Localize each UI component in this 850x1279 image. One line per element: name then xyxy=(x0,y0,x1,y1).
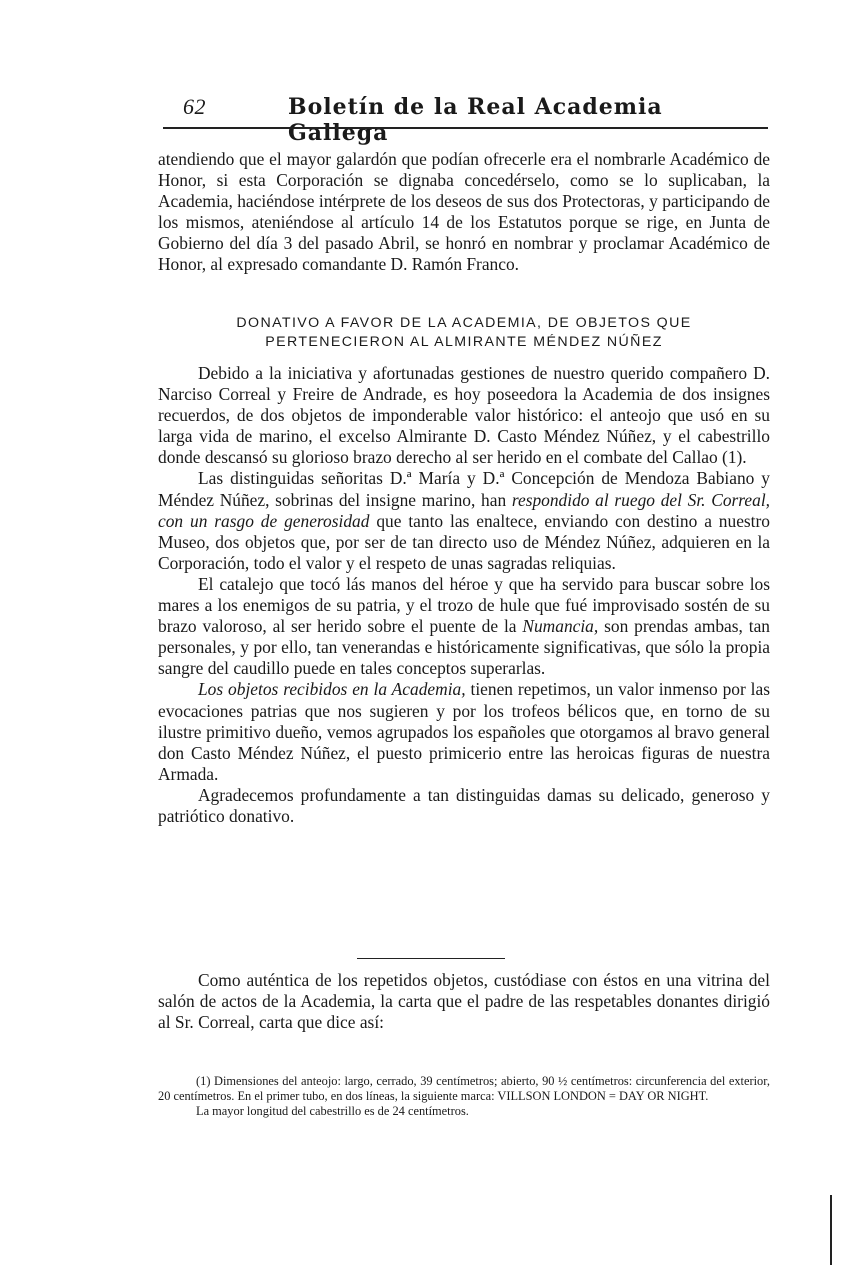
page-number: 62 xyxy=(183,94,206,119)
paragraph-4 xyxy=(158,679,770,784)
paragraph-6: Como auténtica de los repetidos objetos, custódiase con éstos en una vitrina del salón de actos de la Academia, la carta que el padre de las respetables donantes dirigió al Sr. Correal, carta que dice así: xyxy=(158,970,770,1033)
paragraph-5: Agradecemos profundamente a tan distinguidas damas su delicado, generoso y patriótico donativo. xyxy=(158,784,770,826)
body-block xyxy=(158,363,770,827)
paragraph-2-text-a: Las distinguidas señoritas D.ª María y D.ª Concepción de Mendoza Babiano y Méndez Núñez, sobrinas del insigne marino, han xyxy=(158,468,770,510)
section-heading-line-1: DONATIVO A FAVOR DE LA ACADEMIA, DE OBJETOS QUE xyxy=(236,315,692,331)
paragraph-3-text-a: El catalejo que tocó lás manos del héroe y que ha servido para buscar sobre los mares a los enemigos de su patria, y el trozo de hule que fué improvisado sostén de su brazo valoroso, al ser herido sobre el puente de la xyxy=(158,573,770,637)
page-header xyxy=(163,94,768,146)
paragraph-3-italic: Numancia, xyxy=(522,616,599,637)
running-title: Boletín de la Real Academia Gallega xyxy=(288,94,663,146)
paragraph-4-italic: Los objetos recibidos en la Academia, xyxy=(198,679,466,700)
paragraph-3-text-b: son prendas ambas, tan personales, y por ello, tan venerandas e históricamente significativas, que sólo la propia sangre del caudillo puede en tales conceptos superarlas. xyxy=(158,616,770,679)
header-rule xyxy=(163,127,768,129)
intro-block xyxy=(158,149,770,276)
paragraph-2-text-b: que tanto las enaltece, enviando con destino a nuestro Museo, dos objetos que, por ser de tan directo uso de Méndez Núñez, adquieren en la Corporación, todo el valor y el respeto de unas sagradas reliquias. xyxy=(158,510,770,573)
paragraph-4-text-b: tienen repetimos, un valor inmenso por las evocaciones patrias que nos sugieren y por los trofeos bélicos que, en torno de su ilustre primitivo dueño, vemos agrupados los españoles que otorgamos al bravo general don Casto Méndez Núñez, el puesto primicerio entre las heroicas figuras de nuestra Armada. xyxy=(158,679,771,784)
section-divider xyxy=(357,958,505,959)
paragraph-1: Debido a la iniciativa y afortunadas gestiones de nuestro querido compañero D. Narciso Correal y Freire de Andrade, es hoy poseedora la Academia de dos insignes recuerdos, de dos objetos de imponderable valor histórico: el anteojo que usó en su larga vida de marino, el excelso Almirante D. Casto Méndez Núñez, y el cabestrillo donde descansó su glorioso brazo derecho al ser herido en el combate del Callao (1). xyxy=(158,363,770,468)
footnote-2: La mayor longitud del cabestrillo es de 24 centímetros. xyxy=(196,1104,469,1118)
page-edge-mark xyxy=(820,1195,832,1265)
intro-paragraph: atendiendo que el mayor galardón que podían ofrecerle era el nombrarle Académico de Honor, si esta Corporación se dignaba concedérselo, como se lo suplicaban, la Academia, haciéndose intérprete de los deseos de sus dos Protectoras, y participando de los mismos, ateniéndose al artículo 14 de los Estatutos porque se rige, en Junta de Gobierno del día 3 del pasado Abril, se honró en nombrar y proclamar Académico de Honor, al expresado comandante D. Ramón Franco. xyxy=(158,149,770,275)
paragraph-2-italic: respondido al ruego del Sr. Correal, con un rasgo de generosidad xyxy=(158,489,771,531)
paragraph-2 xyxy=(158,468,770,573)
paragraph-3 xyxy=(158,574,770,679)
section-heading-line-2: PERTENECIERON AL ALMIRANTE MÉNDEZ NÚÑEZ xyxy=(265,334,663,350)
letter-intro-block xyxy=(158,970,770,1033)
footnotes xyxy=(158,1074,770,1119)
section-heading xyxy=(158,314,770,352)
footnote-1: (1) Dimensiones del anteojo: largo, cerrado, 39 centímetros; abierto, 90 ½ centímetros: circunferencia del exterior, 20 centímetros. En el primer tubo, en dos líneas, la siguiente marca: VILLSON LONDON = DAY OR NIGHT. xyxy=(158,1074,770,1103)
